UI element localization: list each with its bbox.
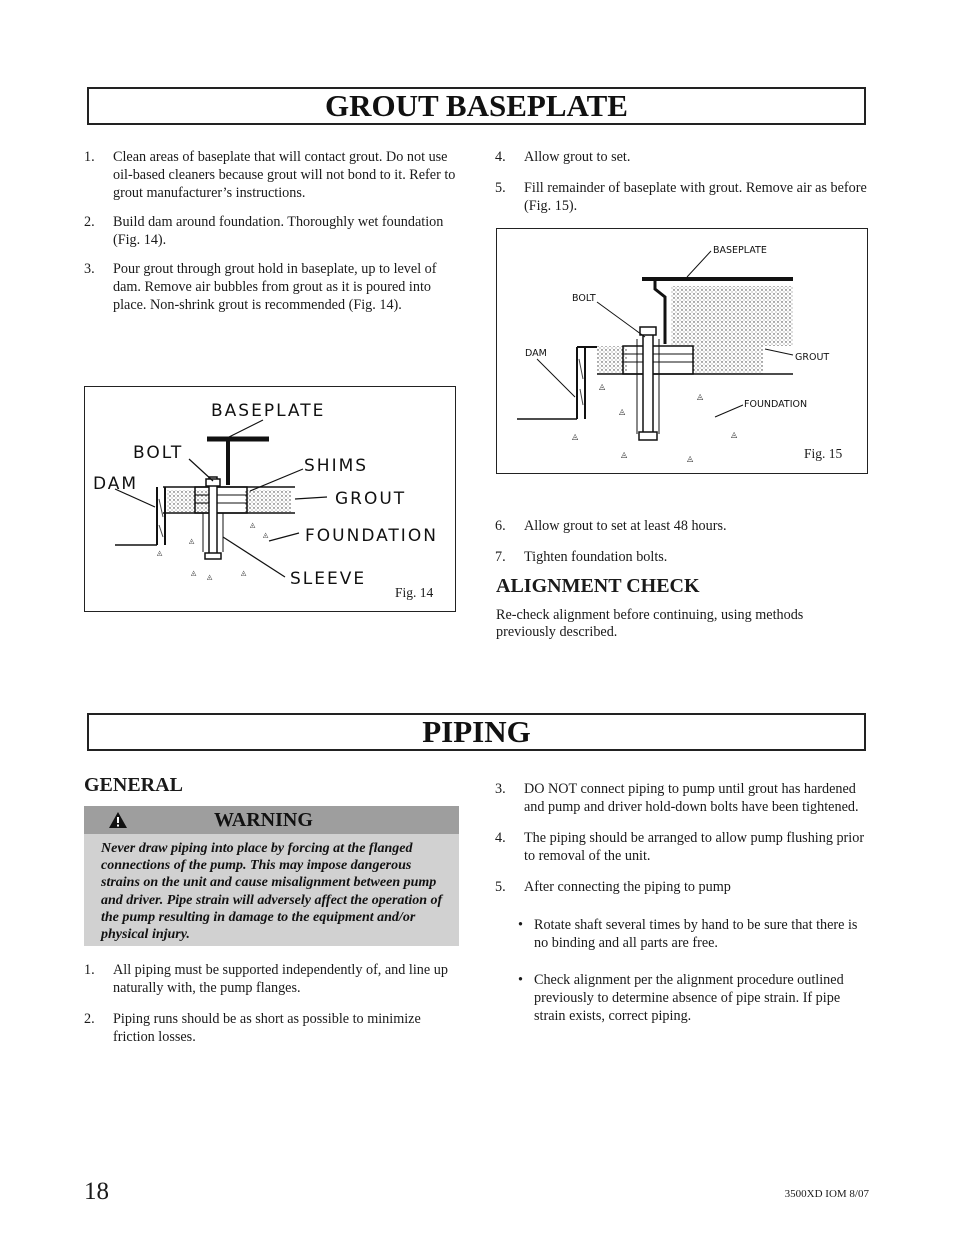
step-text: Pour grout through grout hold in baseplate, up to level of dam. Remove air bubbles from grout as it is poured into place. Non-shrink grout is recommended (Fig. 14). — [113, 261, 437, 313]
list-item — [495, 548, 867, 566]
svg-text:◬: ◬ — [599, 382, 606, 391]
step-text: DO NOT connect piping to pump until grout has hardened and pump and driver hold-down bolts have been tightened. — [524, 781, 859, 815]
svg-text:◬: ◬ — [263, 531, 269, 539]
figure-caption: Fig. 15 — [804, 446, 843, 461]
step-number: 3. — [495, 781, 506, 797]
label-grout: GROUT — [335, 489, 407, 509]
list-item — [84, 213, 459, 249]
step-text: After connecting the piping to pump — [524, 879, 731, 895]
general-heading: GENERAL — [84, 774, 183, 796]
svg-text:◬: ◬ — [189, 537, 195, 545]
alignment-check-heading: ALIGNMENT CHECK — [496, 575, 700, 597]
step-number: 3. — [84, 261, 95, 277]
step-text: Allow grout to set. — [524, 149, 631, 165]
list-item — [495, 878, 867, 896]
step-text: Allow grout to set at least 48 hours. — [524, 518, 727, 534]
svg-text:◬: ◬ — [621, 450, 628, 459]
svg-text:◬: ◬ — [619, 407, 626, 416]
piping-bullets — [518, 916, 858, 1025]
svg-text:◬: ◬ — [697, 392, 704, 401]
svg-text:◬: ◬ — [731, 430, 738, 439]
label-baseplate: BASEPLATE — [713, 245, 767, 256]
list-item — [84, 148, 459, 202]
section-title-piping: PIPING — [87, 713, 866, 751]
bullet-item: • Check alignment per the alignment procedure outlined previously to determine absence of pipe strain. If pipe strain exists, correct piping. — [518, 971, 858, 1025]
list-item — [495, 780, 867, 816]
step-number: 7. — [495, 549, 506, 565]
warning-box — [84, 806, 459, 946]
step-text: Piping runs should be as short as possible to minimize friction losses. — [113, 1011, 421, 1045]
step-number: 4. — [495, 830, 506, 846]
warning-triangle-icon — [108, 811, 128, 829]
figure-15 — [496, 228, 868, 474]
list-item — [84, 260, 459, 314]
step-number: 5. — [495, 180, 506, 196]
label-baseplate: BASEPLATE — [211, 401, 326, 421]
piping-steps-left — [84, 961, 459, 1046]
figure-caption: Fig. 14 — [395, 585, 434, 600]
piping-steps-right — [495, 780, 867, 896]
label-grout: GROUT — [795, 352, 830, 363]
label-sleeve: SLEEVE — [290, 569, 367, 589]
svg-text:◬: ◬ — [687, 454, 694, 463]
step-text: All piping must be supported independently of, and line up naturally with, the pump flanges. — [113, 962, 448, 996]
step-number: 1. — [84, 149, 95, 165]
step-text: The piping should be arranged to allow pump flushing prior to removal of the unit. — [524, 830, 865, 864]
list-item — [495, 179, 867, 215]
document-id: 3500XD IOM 8/07 — [784, 1188, 869, 1200]
grout-steps-left — [84, 148, 459, 314]
warning-text: Never draw piping into place by forcing at the flanged connections of the pump. This may impose dangerous strains on the unit and cause misalignment between pump and driver. Pipe strain will adversely affect the operation of the pump resulting in damage to the equipment and/or physical injury. — [101, 841, 443, 943]
step-number: 1. — [84, 962, 95, 978]
list-item — [84, 1010, 459, 1046]
list-item — [495, 517, 867, 535]
figure-14-drawing — [85, 387, 454, 610]
step-number: 5. — [495, 879, 506, 895]
list-item — [495, 148, 867, 166]
page-number: 18 — [84, 1178, 109, 1205]
svg-text:◬: ◬ — [207, 573, 213, 581]
label-dam: DAM — [525, 348, 547, 359]
figure-15-drawing — [497, 229, 866, 472]
warning-label: WARNING — [214, 809, 313, 831]
step-text: Fill remainder of baseplate with grout. Remove air as before (Fig. 15). — [524, 180, 867, 214]
label-foundation: FOUNDATION — [744, 399, 808, 410]
step-text: Build dam around foundation. Thoroughly wet foundation (Fig. 14). — [113, 214, 444, 248]
step-number: 6. — [495, 518, 506, 534]
label-dam: DAM — [93, 474, 139, 494]
list-item — [84, 961, 459, 997]
step-text: Clean areas of baseplate that will contact grout. Do not use oil-based cleaners because grout will not bond to it. Refer to grout manufacturer’s instructions. — [113, 149, 456, 201]
svg-text:◬: ◬ — [191, 569, 197, 577]
svg-text:◬: ◬ — [241, 569, 247, 577]
step-number: 2. — [84, 214, 95, 230]
label-bolt: BOLT — [133, 443, 184, 463]
label-bolt: BOLT — [572, 293, 596, 304]
svg-text:◬: ◬ — [157, 549, 163, 557]
svg-text:◬: ◬ — [250, 521, 256, 529]
section-title-grout-baseplate: GROUT BASEPLATE — [87, 87, 866, 125]
label-foundation: FOUNDATION — [305, 526, 438, 546]
label-shims: SHIMS — [304, 456, 369, 476]
list-item — [495, 829, 867, 865]
step-number: 4. — [495, 149, 506, 165]
step-number: 2. — [84, 1011, 95, 1027]
step-text: Tighten foundation bolts. — [524, 549, 668, 565]
svg-text:◬: ◬ — [572, 432, 579, 441]
warning-header — [84, 806, 459, 834]
bullet-item: • Rotate shaft several times by hand to be sure that there is no binding and all parts are free. — [518, 916, 858, 952]
grout-steps-right-bottom — [495, 517, 867, 566]
figure-14 — [84, 386, 456, 612]
grout-steps-right-top — [495, 148, 867, 215]
alignment-check-text: Re-check alignment before continuing, using methods previously described. — [496, 607, 804, 640]
